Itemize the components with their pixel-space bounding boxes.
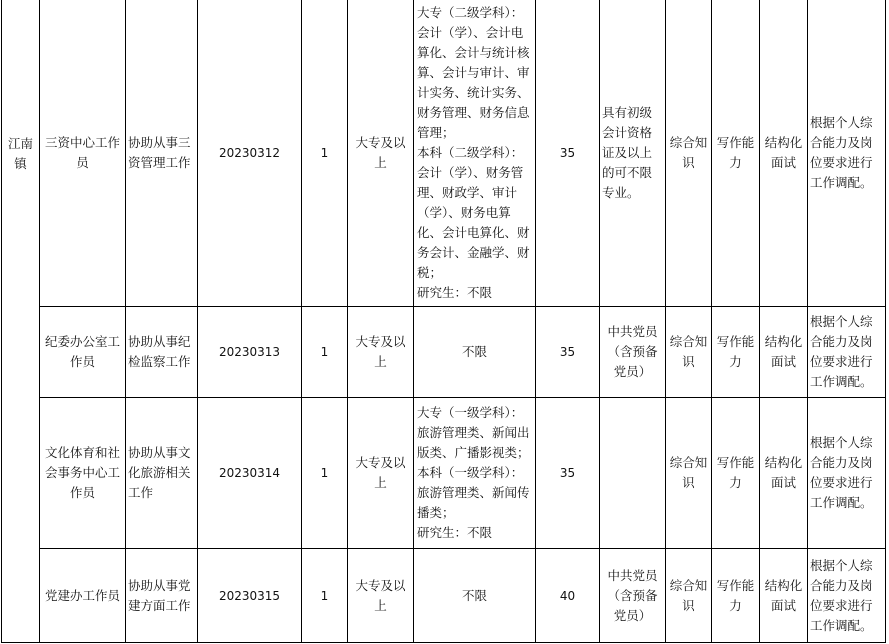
major-line: （学）、财务电算 — [417, 205, 511, 220]
other-requirement-cell — [600, 398, 666, 549]
age-cell: 35 — [536, 307, 600, 398]
age-cell: 35 — [536, 0, 600, 307]
major-line: 化、会计电算化、财 — [417, 225, 530, 240]
interview-type-cell: 结构化面试 — [760, 307, 808, 398]
major-line: 不限 — [461, 587, 487, 603]
count-cell: 1 — [302, 0, 348, 307]
major-cell — [414, 398, 536, 549]
major-line: 理、财政学、审计 — [417, 185, 518, 200]
major-line: 计实务、统计实务、 — [417, 85, 530, 100]
duty-cell: 协助从事三资管理工作 — [126, 0, 198, 307]
interview-type-cell: 结构化面试 — [760, 0, 808, 307]
code-cell: 20230312 — [198, 0, 302, 307]
position-cell: 纪委办公室工作员 — [40, 307, 126, 398]
exam-subject-cell: 综合知识 — [666, 398, 712, 549]
note-cell: 根据个人综合能力及岗位要求进行工作调配。 — [808, 549, 886, 643]
table-row — [2, 549, 886, 643]
major-line: 本科（二级学科）： — [417, 145, 524, 160]
exam-subject-cell: 综合知识 — [666, 307, 712, 398]
major-line: 算、会计与审计、审 — [417, 65, 530, 80]
major-cell — [414, 549, 536, 643]
table-row — [2, 398, 886, 549]
education-cell: 大专及以上 — [348, 0, 414, 307]
interview-type-cell: 结构化面试 — [760, 549, 808, 643]
code-cell: 20230315 — [198, 549, 302, 643]
major-line: 播类； — [417, 505, 455, 520]
position-cell: 三资中心工作员 — [40, 0, 126, 307]
exam-subject-cell: 综合知识 — [666, 0, 712, 307]
position-cell: 文化体育和社会事务中心工作员 — [40, 398, 126, 549]
town-cell: 江南镇 — [2, 0, 40, 643]
other-requirement-cell: 中共党员（含预备党员） — [600, 549, 666, 643]
code-cell: 20230313 — [198, 307, 302, 398]
major-line: 大专（一级学科）： — [417, 405, 524, 420]
age-cell: 40 — [536, 549, 600, 643]
major-line: 研究生：不限 — [417, 285, 493, 300]
major-line: 本科（一级学科）： — [417, 465, 524, 480]
exam-subject-cell: 写作能力 — [712, 307, 760, 398]
exam-subject-cell: 写作能力 — [712, 0, 760, 307]
other-requirement-cell: 中共党员（含预备党员） — [600, 307, 666, 398]
major-line: 旅游管理类、新闻传 — [417, 485, 530, 500]
other-requirement-cell: 具有初级会计资格证及以上的可不限专业。 — [600, 0, 666, 307]
table-row — [2, 307, 886, 398]
major-line: 不限 — [461, 344, 487, 359]
exam-subject-cell: 写作能力 — [712, 549, 760, 643]
count-cell: 1 — [302, 549, 348, 643]
exam-subject-cell: 综合知识 — [666, 549, 712, 643]
exam-subject-cell: 写作能力 — [712, 398, 760, 549]
count-cell: 1 — [302, 398, 348, 549]
note-cell: 根据个人综合能力及岗位要求进行工作调配。 — [808, 0, 886, 307]
note-cell: 根据个人综合能力及岗位要求进行工作调配。 — [808, 307, 886, 398]
major-line: 税； — [417, 265, 443, 280]
education-cell: 大专及以上 — [348, 398, 414, 549]
note-cell: 根据个人综合能力及岗位要求进行工作调配。 — [808, 398, 886, 549]
major-line: 研究生：不限 — [417, 525, 493, 540]
major-line: 务会计、金融学、财 — [417, 245, 530, 260]
major-line: 会计（学）、财务管 — [417, 165, 524, 180]
recruitment-table — [1, 0, 886, 643]
table-row — [2, 0, 886, 307]
major-line: 大专（二级学科）： — [417, 5, 524, 20]
major-line: 会计（学）、会计电 — [417, 25, 524, 40]
major-line: 财务管理、财务信息 — [417, 105, 530, 120]
major-cell — [414, 307, 536, 398]
major-line: 旅游管理类、新闻出 — [417, 425, 530, 440]
major-line: 版类、广播影视类； — [417, 445, 530, 460]
duty-cell: 协助从事文化旅游相关工作 — [126, 398, 198, 549]
major-line: 算化、会计与统计核 — [417, 45, 530, 60]
education-cell: 大专及以上 — [348, 307, 414, 398]
age-cell: 35 — [536, 398, 600, 549]
interview-type-cell: 结构化面试 — [760, 398, 808, 549]
education-cell: 大专及以上 — [348, 549, 414, 643]
count-cell: 1 — [302, 307, 348, 398]
position-cell: 党建办工作员 — [40, 549, 126, 643]
major-cell — [414, 0, 536, 307]
duty-cell: 协助从事党建方面工作 — [126, 549, 198, 643]
code-cell: 20230314 — [198, 398, 302, 549]
duty-cell: 协助从事纪检监察工作 — [126, 307, 198, 398]
major-line: 管理； — [417, 125, 455, 140]
